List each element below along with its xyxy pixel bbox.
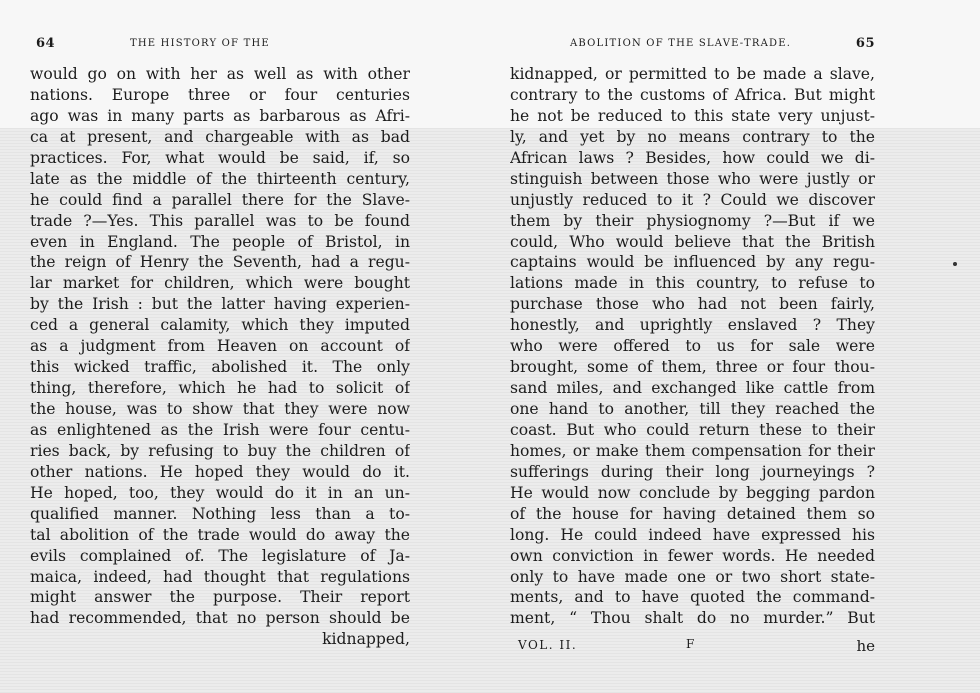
signature-mark: F: [686, 637, 695, 651]
text-line: as a judgment from Heaven on account of: [30, 337, 410, 356]
text-line: own conviction in fewer words. He needed: [510, 546, 875, 565]
text-line: by the Irish : but the latter having experien-: [30, 295, 410, 314]
text-line: trade ?—Yes. This parallel was to be found: [30, 211, 410, 230]
text-line: only to have made one or two short state-: [510, 567, 875, 586]
text-line: kidnapped, or permitted to be made a slave,: [510, 65, 875, 83]
text-line: honestly, and uprightly enslaved ? They: [510, 316, 875, 335]
text-line: late as the middle of the thirteenth century,: [30, 169, 410, 188]
right-page-number: 65: [855, 36, 875, 51]
volume-signature: VOL. II.: [518, 638, 578, 652]
text-line: ments, and to have quoted the command-: [510, 588, 875, 607]
text-line: lar market for children, which were bought: [30, 274, 410, 293]
left-running-head: [30, 36, 410, 52]
text-line: He hoped, too, they would do it in an un-: [30, 483, 410, 502]
left-page-number: 64: [36, 36, 56, 51]
text-line: who were offered to us for sale were: [510, 337, 875, 356]
text-line: long. He could indeed have expressed his: [510, 525, 875, 544]
text-line: ly, and yet by no means contrary to the: [510, 127, 875, 146]
text-line: ago was in many parts as barbarous as Afri-: [30, 106, 410, 125]
left-body-text: [30, 64, 410, 650]
text-line: He would now conclude by begging pardon: [510, 483, 875, 502]
text-line: maica, indeed, had thought that regulations: [30, 567, 410, 586]
text-line: brought, some of them, three or four thou-: [510, 358, 875, 377]
text-line: contrary to the customs of Africa. But might: [510, 85, 875, 104]
text-line: lations made in this country, to refuse to: [510, 274, 875, 293]
text-line: tal abolition of the trade would do away the: [30, 525, 410, 544]
text-line: evils complained of. The legislature of Ja-: [30, 546, 410, 565]
text-line: this wicked traffic, abolished it. The only: [30, 358, 410, 377]
text-line: ced a general calamity, which they imputed: [30, 316, 410, 335]
text-line: the reign of Henry the Seventh, had a regu-: [30, 253, 410, 272]
text-line: sand miles, and exchanged like cattle from: [510, 379, 875, 398]
text-line: ries back, by refusing to buy the children of: [30, 441, 410, 460]
text-line: had recommended, that no person should be: [30, 609, 410, 628]
right-page-footer: [510, 636, 875, 656]
text-line: practices. For, what would be said, if, so: [30, 148, 410, 167]
text-line: could, Who would believe that the British: [510, 232, 875, 251]
text-line: qualified manner. Nothing less than a to-: [30, 504, 410, 523]
text-line: them by their physiognomy ?—But if we: [510, 211, 875, 230]
right-running-title: ABOLITION OF THE SLAVE-TRADE.: [570, 38, 792, 49]
ink-speck: [953, 262, 957, 266]
text-line: thing, therefore, which he had to solicit of: [30, 379, 410, 398]
text-line: homes, or make them compensation for their: [510, 441, 875, 460]
right-catchword: he: [856, 637, 875, 655]
text-line: he could find a parallel there for the Slave-: [30, 190, 410, 209]
text-line: even in England. The people of Bristol, in: [30, 232, 410, 251]
right-running-head: [510, 36, 875, 52]
left-running-title: THE HISTORY OF THE: [130, 38, 270, 49]
text-line: of the house for having detained them so: [510, 504, 875, 523]
text-line: ca at present, and chargeable with as bad: [30, 127, 410, 146]
text-line: would go on with her as well as with other: [30, 65, 410, 83]
text-line: stinguish between those who were justly or: [510, 169, 875, 188]
text-line: coast. But who could return these to their: [510, 420, 875, 439]
text-line: other nations. He hoped they would do it.: [30, 462, 410, 481]
left-catchword: kidnapped,: [322, 630, 410, 649]
text-line: one hand to another, till they reached the: [510, 400, 875, 418]
text-line: might answer the purpose. Their report: [30, 588, 410, 607]
right-body-text: [510, 64, 875, 629]
text-line: captains would be influenced by any regu-: [510, 253, 875, 272]
left-page: [30, 0, 410, 693]
text-line: African laws ? Besides, how could we di-: [510, 148, 875, 167]
text-line: ment, “ Thou shalt do no murder.” But: [510, 609, 875, 628]
right-page: [510, 0, 875, 693]
text-line: nations. Europe three or four centuries: [30, 85, 410, 104]
text-line: unjustly reduced to it ? Could we discover: [510, 190, 875, 209]
text-line: purchase those who had not been fairly,: [510, 295, 875, 314]
text-line: sufferings during their long journeyings ?: [510, 462, 875, 481]
text-line: he not be reduced to this state very unjust-: [510, 106, 875, 125]
text-line: as enlightened as the Irish were four centu-: [30, 420, 410, 439]
text-line: the house, was to show that they were now: [30, 400, 410, 418]
